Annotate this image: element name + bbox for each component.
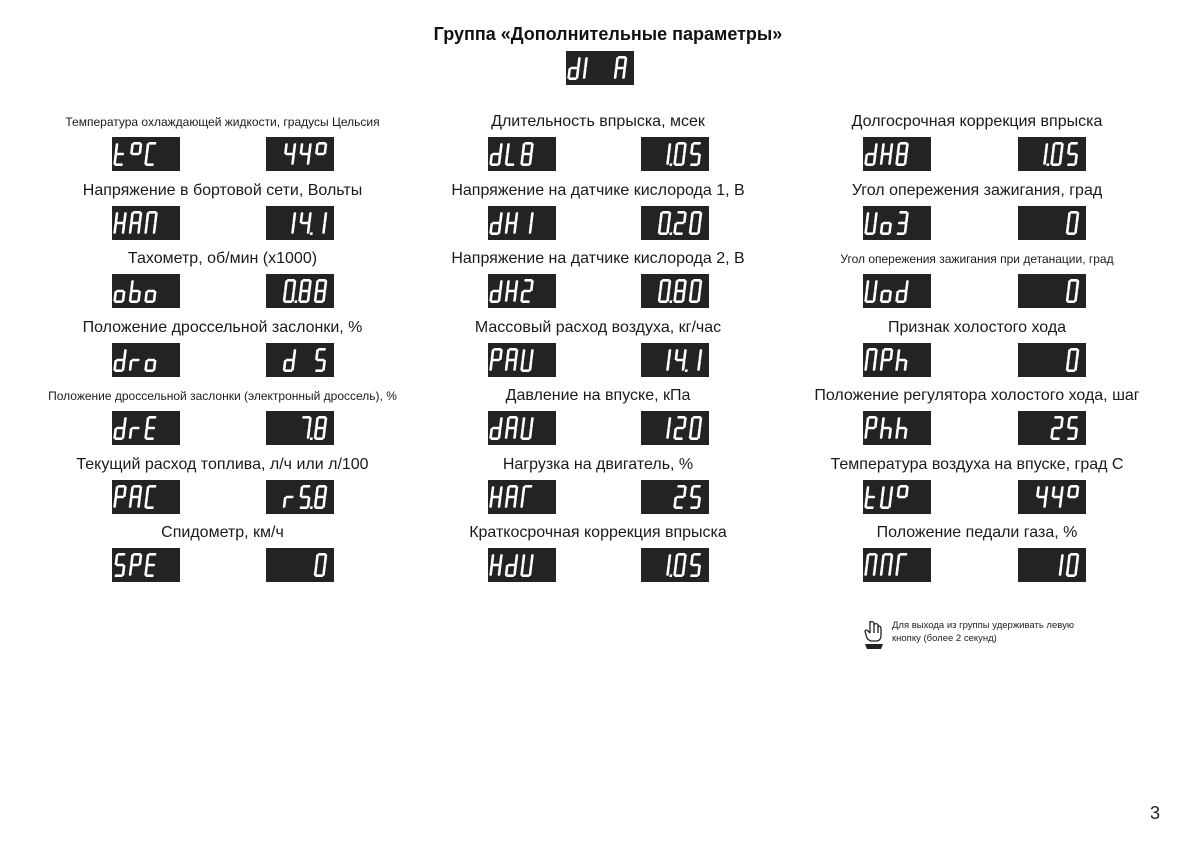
param-code-display — [863, 411, 931, 445]
param-label: Напряжение на датчике кислорода 1, В — [451, 181, 745, 199]
param-item — [428, 318, 768, 387]
param-code-display — [112, 343, 180, 377]
param-code-display — [488, 137, 556, 171]
param-code-display — [488, 480, 556, 514]
param-value-display — [1018, 343, 1086, 377]
param-label: Длительность впрыска, мсек — [491, 113, 705, 130]
param-label: Краткосрочная коррекция впрыска — [469, 524, 727, 541]
param-code-display — [863, 480, 931, 514]
exit-hint-text: Для выхода из группы удерживать левую кнопку (более 2 секунд) — [892, 620, 1074, 644]
param-item — [800, 318, 1154, 387]
param-code-display — [488, 548, 556, 582]
param-item — [30, 112, 415, 181]
param-code-display — [863, 206, 931, 240]
param-column — [30, 112, 415, 592]
param-column — [428, 112, 768, 592]
page-number: 3 — [1150, 803, 1161, 823]
param-item — [30, 386, 415, 455]
param-code-display — [863, 274, 931, 308]
param-item — [800, 181, 1154, 250]
param-label: Нагрузка на двигатель, % — [502, 455, 694, 473]
param-code-display — [112, 206, 180, 240]
param-value-display — [641, 343, 709, 377]
param-item — [428, 112, 768, 181]
param-value-display — [641, 548, 709, 582]
param-code-display — [488, 411, 556, 445]
hand-press-icon — [862, 618, 886, 650]
param-value-display — [641, 206, 709, 240]
param-item — [428, 386, 768, 455]
param-item — [30, 181, 415, 250]
param-label: Долгосрочная коррекция впрыска — [851, 113, 1103, 130]
param-item — [800, 112, 1154, 181]
param-item — [30, 455, 415, 524]
param-code-display — [488, 206, 556, 240]
param-label: Спидометр, км/ч — [161, 524, 284, 541]
param-label: Температура охлаждающей жидкости, градусы Цельсия — [65, 115, 380, 129]
param-label: Давление на впуске, кПа — [505, 387, 691, 404]
param-value-display — [1018, 411, 1086, 445]
param-label: Положение педали газа, % — [876, 524, 1078, 541]
param-label: Массовый расход воздуха, кг/час — [474, 318, 722, 336]
param-label: Тахометр, об/мин (x1000) — [127, 250, 318, 267]
param-code-display — [488, 343, 556, 377]
param-item — [800, 455, 1154, 524]
param-value-display — [266, 137, 334, 171]
param-value-display — [266, 480, 334, 514]
param-item — [800, 249, 1154, 318]
param-label: Положение дроссельной заслонки (электронный дроссель), % — [48, 389, 397, 403]
param-value-display — [641, 137, 709, 171]
param-code-display — [112, 411, 180, 445]
param-item — [30, 249, 415, 318]
param-label: Угол опережения зажигания, град — [851, 181, 1103, 199]
param-code-display — [863, 137, 931, 171]
page-title: Группа «Дополнительные параметры» — [433, 24, 783, 44]
param-item — [428, 455, 768, 524]
param-code-display — [112, 480, 180, 514]
param-value-display — [266, 411, 334, 445]
param-code-display — [863, 343, 931, 377]
group-code-display — [566, 51, 634, 85]
param-label: Признак холостого хода — [887, 318, 1067, 336]
param-code-display — [488, 274, 556, 308]
param-value-display — [641, 480, 709, 514]
param-value-display — [266, 343, 334, 377]
param-value-display — [1018, 137, 1086, 171]
param-label: Температура воздуха на впуске, град С — [830, 455, 1124, 473]
param-label: Угол опережения зажигания при детанации, град — [840, 252, 1114, 266]
param-item — [30, 318, 415, 387]
param-code-display — [112, 548, 180, 582]
param-label: Положение регулятора холостого хода, шаг — [814, 387, 1140, 404]
param-code-display — [112, 137, 180, 171]
param-label: Напряжение на датчике кислорода 2, В — [451, 250, 745, 267]
param-label: Напряжение в бортовой сети, Вольты — [82, 181, 363, 199]
param-item — [30, 523, 415, 592]
param-value-display — [266, 548, 334, 582]
param-item — [428, 523, 768, 592]
param-value-display — [266, 274, 334, 308]
param-item — [428, 249, 768, 318]
param-value-display — [266, 206, 334, 240]
param-value-display — [641, 274, 709, 308]
param-item — [428, 181, 768, 250]
param-value-display — [641, 411, 709, 445]
param-value-display — [1018, 274, 1086, 308]
param-code-display — [112, 274, 180, 308]
exit-hint — [862, 618, 1092, 650]
param-item — [800, 523, 1154, 592]
param-label: Текущий расход топлива, л/ч или л/100 — [76, 455, 369, 473]
param-item — [800, 386, 1154, 455]
param-value-display — [1018, 548, 1086, 582]
param-label: Положение дроссельной заслонки, % — [82, 318, 363, 336]
param-value-display — [1018, 480, 1086, 514]
param-column — [800, 112, 1154, 592]
param-code-display — [863, 548, 931, 582]
param-value-display — [1018, 206, 1086, 240]
